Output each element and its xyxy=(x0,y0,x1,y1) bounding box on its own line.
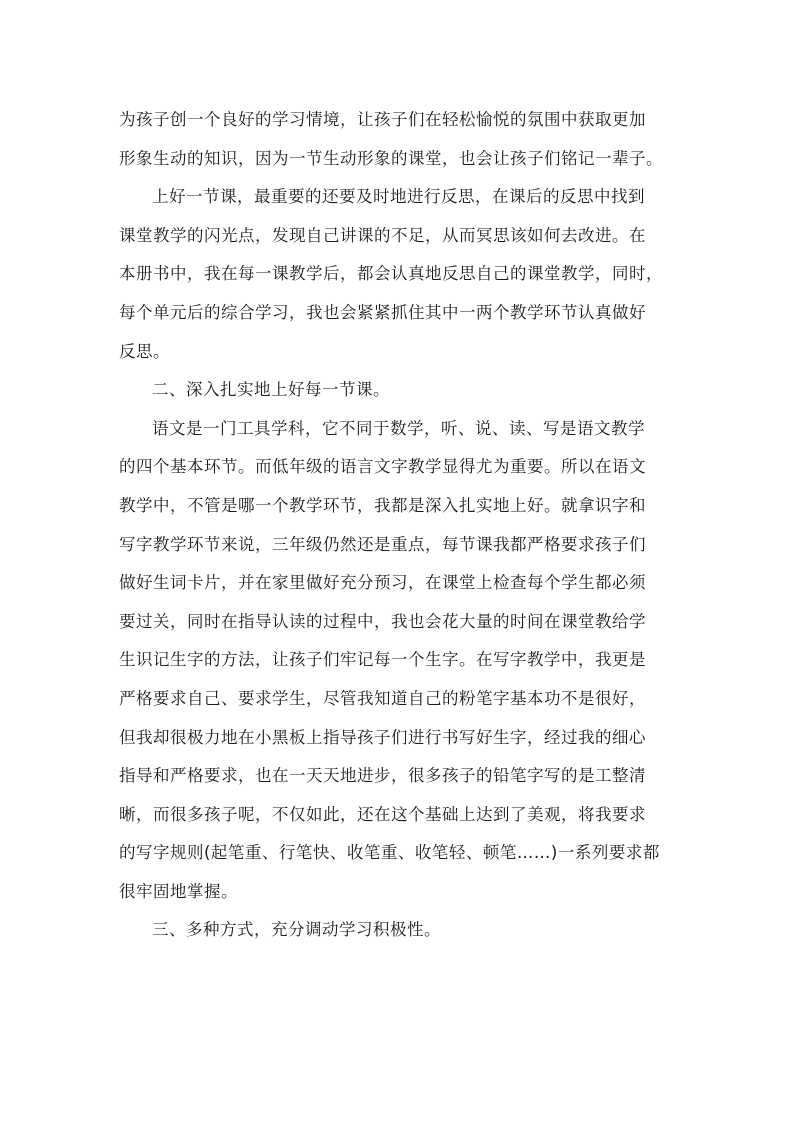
text-line: 为孩子创一个良好的学习情境，让孩子们在轻松愉悦的氛围中获取更加 xyxy=(119,110,646,129)
text-line: 晰，而很多孩子呢，不仅如此，还在这个基础上达到了美观，将我要求 xyxy=(119,804,646,824)
text-line: 二、深入扎实地上好每一节课。 xyxy=(152,380,390,400)
text-line: 形象生动的知识，因为一节生动形象的课堂，也会让孩子们铭记一辈子。 xyxy=(119,148,663,168)
text-line: 每个单元后的综合学习，我也会紧紧抓住其中一两个教学环节认真做好 xyxy=(119,302,646,322)
paragraph xyxy=(119,178,679,371)
text-line: 很牢固地掌握。 xyxy=(119,881,238,901)
text-line: 反思。 xyxy=(119,341,170,361)
text-line: 要过关，同时在指导认读的过程中，我也会花大量的时间在课堂教给学 xyxy=(119,611,646,631)
section-heading xyxy=(119,371,679,410)
text-line: 严格要求自己、要求学生，尽管我知道自己的粉笔字基本功不是很好， xyxy=(119,688,646,708)
text-line: 上好一节课，最重要的还要及时地进行反思，在课后的反思中找到 xyxy=(152,187,645,207)
paragraph xyxy=(119,101,679,178)
text-line: 语文是一门工具学科，它不同于数学，听、说、读、写是语文教学 xyxy=(152,418,645,438)
text-line: 本册书中，我在每一课教学后，都会认真地反思自己的课堂教学，同时， xyxy=(119,264,663,284)
text-line: 教学中，不管是哪一个教学环节，我都是深入扎实地上好。就拿识字和 xyxy=(119,495,646,515)
paragraph xyxy=(119,410,679,912)
text-line: 做好生词卡片，并在家里做好充分预习，在课堂上检查每个学生都必须 xyxy=(119,573,646,593)
text-line: 的写字规则(起笔重、行笔快、收笔重、收笔轻、顿笔……)一系列要求都 xyxy=(119,843,660,863)
text-line: 三、多种方式，充分调动学习积极性。 xyxy=(152,920,441,940)
text-line: 写字教学环节来说，三年级仍然还是重点，每节课我都严格要求孩子们 xyxy=(119,534,646,554)
text-line: 但我却很极力地在小黑板上指导孩子们进行书写好生字，经过我的细心 xyxy=(119,727,646,747)
text-line: 课堂教学的闪光点，发现自己讲课的不足，从而冥思该如何去改进。在 xyxy=(119,225,646,245)
document-body xyxy=(119,101,679,950)
text-line: 的四个基本环节。而低年级的语言文字教学显得尤为重要。所以在语文 xyxy=(119,457,646,477)
section-heading xyxy=(119,911,679,950)
text-line: 生识记生字的方法，让孩子们牢记每一个生字。在写字教学中，我更是 xyxy=(119,650,646,670)
text-line: 指导和严格要求，也在一天天地进步，很多孩子的铅笔字写的是工整清 xyxy=(119,766,646,786)
